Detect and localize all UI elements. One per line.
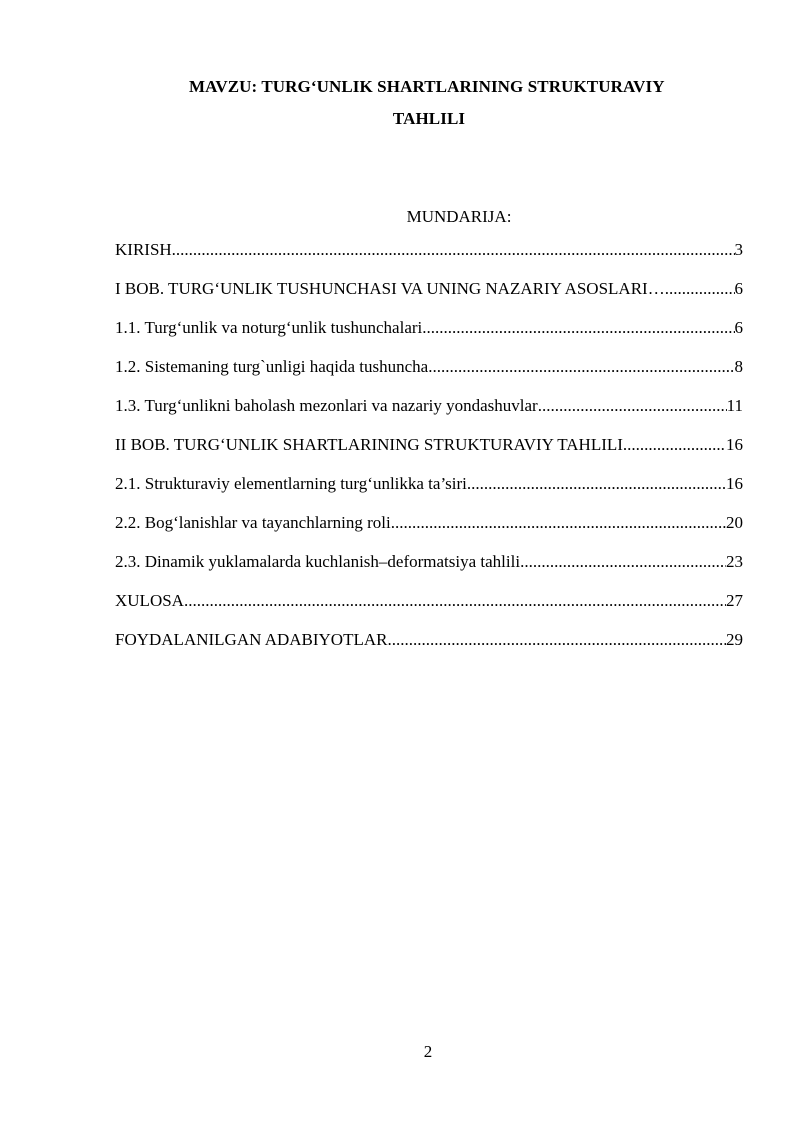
toc-entry-label: II BOB. TURG‘UNLIK SHARTLARINING STRUKTURAVIY TAHLILI (115, 435, 623, 454)
toc-dot-leader (665, 279, 735, 299)
toc-entry-page: 6 (734, 279, 743, 298)
toc-entry[interactable] (115, 357, 743, 396)
toc-entry-page: 11 (726, 396, 743, 415)
toc-entry[interactable] (115, 591, 743, 630)
toc-dot-leader (391, 513, 726, 533)
toc-entry-page: 3 (734, 240, 743, 259)
toc-entry-page: 8 (734, 357, 743, 376)
toc-entry-label: 1.2. Sistemaning turg`unligi haqida tushuncha (115, 357, 429, 376)
toc-entry-label: 2.3. Dinamik yuklamalarda kuchlanish–deformatsiya tahlili (115, 552, 521, 571)
document-title-line-2: TAHLILI (392, 109, 466, 128)
document-title-line-1: MAVZU: TURG‘UNLIK SHARTLARINING STRUKTURAVIY (189, 77, 665, 96)
toc-entry-label: I BOB. TURG‘UNLIK TUSHUNCHASI VA UNING NAZARIY ASOSLARI… (115, 279, 665, 298)
toc-dot-leader (387, 630, 726, 650)
toc-entry-page: 29 (726, 630, 743, 649)
toc-entry-page: 6 (734, 318, 743, 337)
toc-entry[interactable] (115, 630, 743, 669)
toc-entry[interactable] (115, 396, 743, 435)
toc-entry[interactable] (115, 474, 743, 513)
toc-dot-leader (422, 318, 734, 338)
toc-dot-leader (520, 552, 726, 572)
toc-entry-label: 2.2. Bog‘lanishlar va tayanchlarning roli (115, 513, 391, 532)
toc-entry-label: XULOSA (115, 591, 184, 610)
toc-entry-label: 1.3. Turg‘unlikni baholash mezonlari va nazariy yondashuvlar (115, 396, 538, 415)
toc-entry-label: 2.1. Strukturaviy elementlarning turg‘unlikka ta’siri (115, 474, 467, 493)
toc-entry[interactable] (115, 279, 743, 318)
toc-entry[interactable] (115, 240, 743, 279)
toc-entry-page: 16 (726, 474, 743, 493)
toc-heading: MUNDARIJA: (406, 207, 512, 226)
table-of-contents (115, 240, 743, 669)
toc-dot-leader (172, 240, 735, 260)
toc-entry-page: 16 (726, 435, 743, 454)
toc-entry[interactable] (115, 435, 743, 474)
toc-dot-leader (623, 435, 726, 455)
page-number: 2 (423, 1042, 433, 1061)
toc-dot-leader (184, 591, 726, 611)
toc-entry-label: KIRISH (115, 240, 172, 259)
toc-entry-label: FOYDALANILGAN ADABIYOTLAR (115, 630, 388, 649)
toc-entry[interactable] (115, 552, 743, 591)
toc-entry-page: 23 (726, 552, 743, 571)
toc-dot-leader (428, 357, 734, 377)
toc-entry-label: 1.1. Turg‘unlik va noturg‘unlik tushunchalari (115, 318, 423, 337)
toc-dot-leader (467, 474, 726, 494)
toc-dot-leader (538, 396, 727, 416)
toc-entry[interactable] (115, 513, 743, 552)
toc-entry-page: 27 (726, 591, 743, 610)
toc-entry-page: 20 (726, 513, 743, 532)
toc-entry[interactable] (115, 318, 743, 357)
